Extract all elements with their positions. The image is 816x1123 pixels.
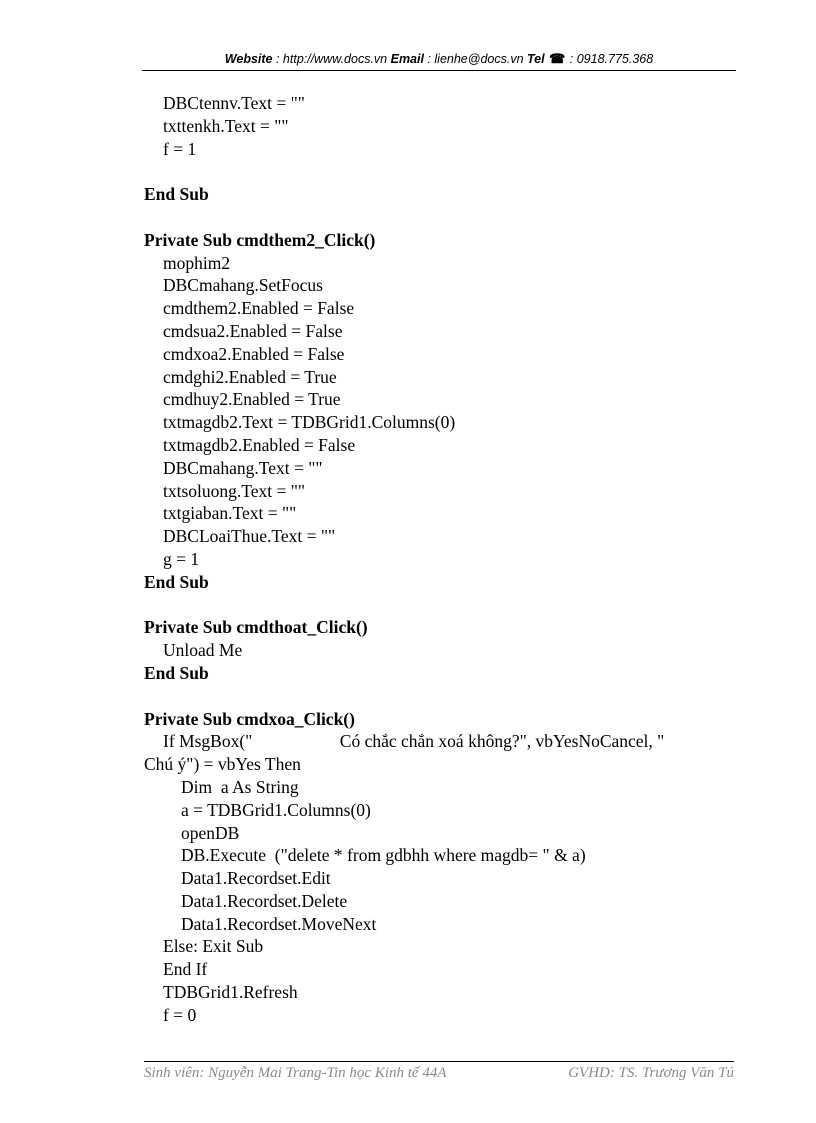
code-line: Else: Exit Sub <box>163 936 264 957</box>
code-line: DBCmahang.Text = "" <box>163 457 323 478</box>
code-line: g = 1 <box>163 548 200 569</box>
code-line: Data1.Recordset.Edit <box>181 868 331 889</box>
page-header <box>142 50 736 71</box>
code-line: mophim2 <box>163 252 231 273</box>
code-line: a = TDBGrid1.Columns(0) <box>181 799 371 820</box>
code-line: Dim a As String <box>181 776 299 797</box>
footer-student: Sinh viên: Nguyễn Mai Trang-Tin học Kinh tế 44A <box>144 1065 447 1081</box>
code-listing <box>144 92 744 1027</box>
code-line: Data1.Recordset.Delete <box>181 890 348 911</box>
code-line: openDB <box>181 822 240 843</box>
code-line: txtgiaban.Text = "" <box>163 503 297 524</box>
footer-advisor: GVHD: TS. Trương Văn Tú <box>568 1065 734 1081</box>
code-line: Data1.Recordset.MoveNext <box>181 913 377 934</box>
code-line: Private Sub cmdxoa_Click() <box>144 708 355 729</box>
code-line: DBCmahang.SetFocus <box>163 275 323 296</box>
code-line: f = 0 <box>163 1004 197 1025</box>
phone-icon: ☎ <box>549 51 566 66</box>
email-label: Email <box>390 52 424 66</box>
blank-line <box>144 160 744 183</box>
code-line: DB.Execute ("delete * from gdbhh where magdb= " & a) <box>181 845 586 866</box>
code-line: End Sub <box>144 662 209 683</box>
code-line: f = 1 <box>163 138 197 159</box>
blank-line <box>144 685 744 708</box>
blank-line <box>144 594 744 617</box>
code-line: txttenkh.Text = "" <box>163 115 289 136</box>
footer-divider <box>144 1061 734 1062</box>
code-line: If MsgBox(" Có chắc chắn xoá không?", vbYesNoCancel, " <box>163 731 665 752</box>
code-line: DBCtennv.Text = "" <box>163 93 305 113</box>
code-line: cmdhuy2.Enabled = True <box>163 389 341 410</box>
code-line: txtsoluong.Text = "" <box>163 480 306 501</box>
code-line: Unload Me <box>163 640 243 661</box>
code-line: cmdsua2.Enabled = False <box>163 320 343 341</box>
tel-label: Tel <box>527 52 545 66</box>
code-line: DBCLoaiThue.Text = "" <box>163 526 336 547</box>
code-line: End If <box>163 959 208 980</box>
code-line: End Sub <box>144 184 209 205</box>
website-value: : http://www.docs.vn <box>272 52 391 66</box>
code-line: Chú ý") = vbYes Then <box>144 754 301 775</box>
code-line: cmdghi2.Enabled = True <box>163 366 337 387</box>
tel-value: : 0918.775.368 <box>566 52 654 66</box>
email-value: : lienhe@docs.vn <box>423 52 527 66</box>
code-line: txtmagdb2.Enabled = False <box>163 434 356 455</box>
code-line: cmdthem2.Enabled = False <box>163 298 355 319</box>
code-line: End Sub <box>144 571 209 592</box>
code-line: cmdxoa2.Enabled = False <box>163 343 345 364</box>
blank-line <box>144 206 744 229</box>
code-line: TDBGrid1.Refresh <box>163 982 298 1003</box>
website-label: Website <box>224 52 273 66</box>
code-line: Private Sub cmdthoat_Click() <box>144 617 368 638</box>
code-line: txtmagdb2.Text = TDBGrid1.Columns(0) <box>163 412 456 433</box>
code-line: Private Sub cmdthem2_Click() <box>144 229 376 250</box>
